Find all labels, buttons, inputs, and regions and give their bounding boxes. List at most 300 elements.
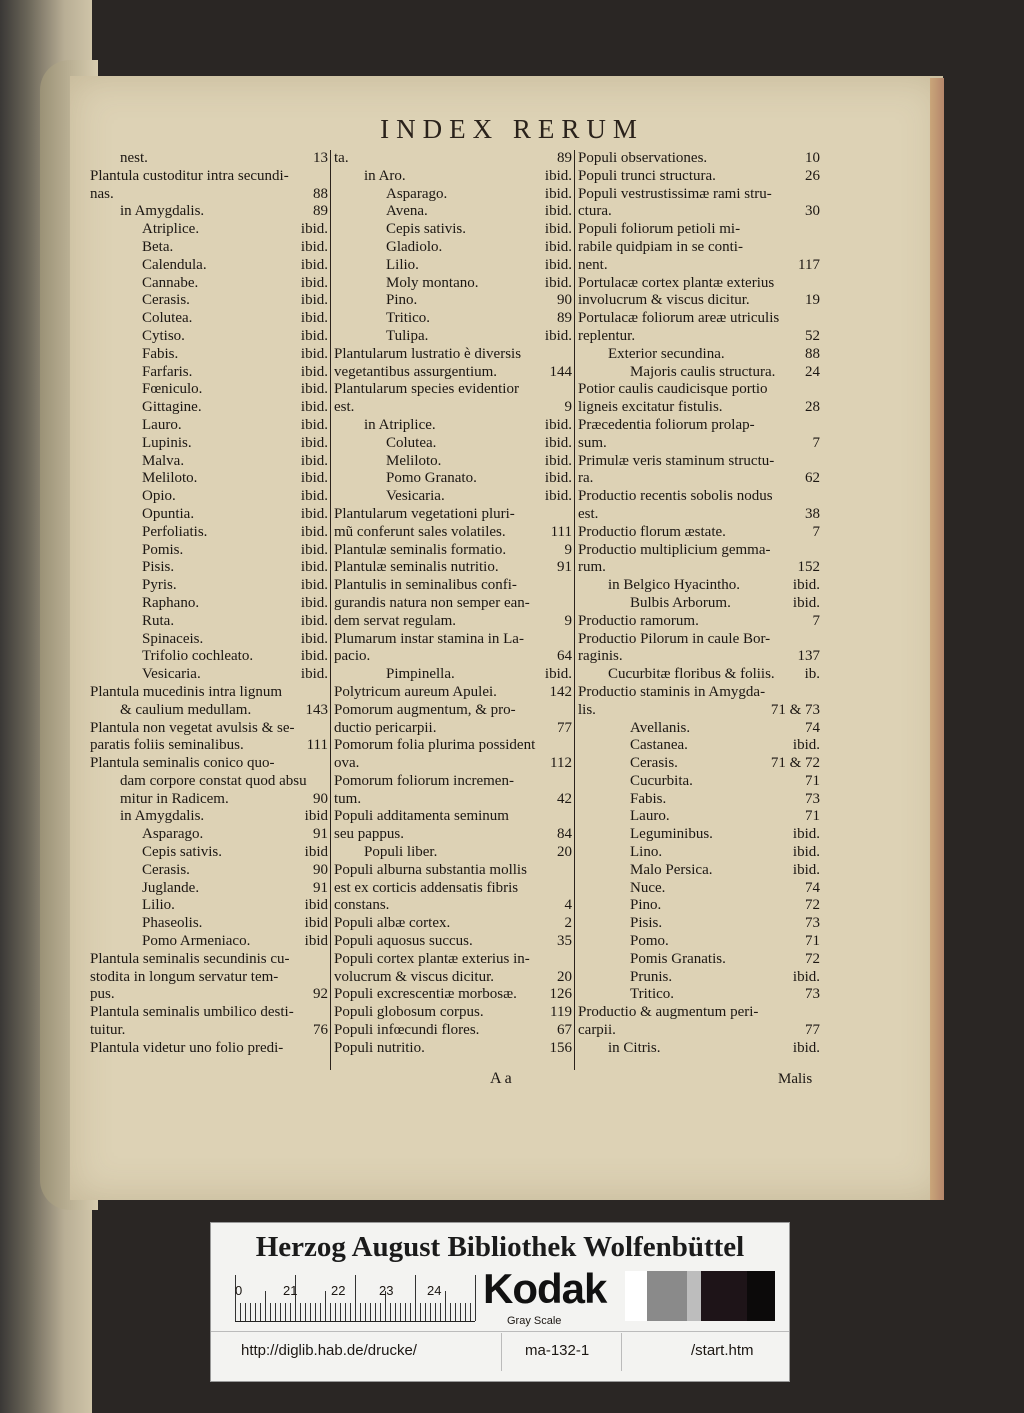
entry-text: Populi alburna substantia mollis [334, 861, 527, 878]
entry-page: ibid. [300, 577, 328, 594]
index-entry [334, 435, 572, 453]
entry-text: Cannabe. [142, 274, 199, 291]
entry-text: Plantularum vegetationi pluri- [334, 505, 515, 522]
index-entry [90, 257, 328, 275]
entry-page: 76 [313, 1022, 328, 1039]
index-entry [334, 808, 572, 826]
entry-text: raginis. [578, 648, 623, 665]
column-rule [574, 150, 575, 1070]
index-entry [334, 755, 572, 773]
ruler-tick [395, 1303, 396, 1321]
ruler-tick [380, 1303, 381, 1321]
entry-text: Productio & augmentum peri- [578, 1004, 759, 1021]
ruler-tick [250, 1303, 251, 1321]
scale-number: 22 [331, 1283, 346, 1298]
ruler-tick [330, 1303, 331, 1321]
entry-text: Meliloto. [142, 470, 198, 487]
entry-page: ibid. [300, 648, 328, 665]
entry-text: Plantula seminalis umbilico desti- [90, 1004, 294, 1021]
entry-text: Tulipa. [386, 327, 429, 344]
entry-page: ibid. [300, 416, 328, 433]
index-column-1 [90, 150, 328, 1058]
entry-text: Lauro. [630, 808, 670, 825]
entry-text: Populi cortex plantæ exterius in- [334, 950, 530, 967]
entry-text: Lilio. [142, 897, 175, 914]
index-entry [90, 364, 328, 382]
entry-page: ibid. [792, 577, 820, 594]
index-entry [334, 239, 572, 257]
catchword: Malis [778, 1071, 813, 1087]
entry-text: ova. [334, 755, 360, 772]
entry-page: 20 [557, 968, 572, 985]
ruler-tick [340, 1303, 341, 1321]
index-entry [334, 880, 572, 898]
index-entry [578, 1022, 820, 1040]
entry-text: Plantula mucedinis intra lignum [90, 683, 283, 700]
index-entry [578, 328, 820, 346]
entry-text: Populi aquosus succus. [334, 933, 473, 950]
entry-text: tum. [334, 790, 362, 807]
entry-text: Nuce. [630, 879, 666, 896]
index-entry [90, 826, 328, 844]
index-entry [334, 844, 572, 862]
index-entry [334, 310, 572, 328]
index-entry [90, 755, 328, 773]
index-entry [578, 168, 820, 186]
index-entry [578, 577, 820, 595]
index-entry [334, 524, 572, 542]
entry-page: 77 [805, 1022, 820, 1039]
entry-page: 119 [550, 1004, 572, 1021]
entry-page: ibid. [792, 826, 820, 843]
entry-page: ibid. [300, 470, 328, 487]
entry-page: 74 [805, 719, 820, 736]
ruler-tick [240, 1303, 241, 1321]
entry-text: Pino. [386, 292, 418, 309]
entry-text: Calendula. [142, 256, 207, 273]
ruler-tick [305, 1303, 306, 1321]
entry-text: Cerasis. [142, 861, 190, 878]
index-entry [578, 275, 820, 293]
ruler-tick [325, 1291, 326, 1321]
entry-page: 38 [805, 505, 820, 522]
entry-text: Ruta. [142, 612, 175, 629]
entry-text: Cerasis. [142, 292, 190, 309]
ruler-tick [435, 1303, 436, 1321]
entry-page: ibid. [544, 203, 572, 220]
index-entry [578, 381, 820, 399]
entry-text: Raphano. [142, 594, 200, 611]
index-entry [578, 595, 820, 613]
index-entry [334, 773, 572, 791]
index-entry [578, 951, 820, 969]
entry-text: Farfaris. [142, 363, 193, 380]
entry-page: 77 [557, 719, 572, 736]
entry-text: Pomo. [630, 933, 669, 950]
entry-text: Colutea. [386, 434, 437, 451]
entry-text: stodita in longum servatur tem- [90, 968, 279, 985]
entry-page: ibid. [792, 968, 820, 985]
entry-text: Populi globosum corpus. [334, 1004, 484, 1021]
index-entry [334, 417, 572, 435]
entry-text: Plantula non vegetat avulsis & se- [90, 719, 295, 736]
entry-text: Plantula seminalis conico quo- [90, 755, 275, 772]
index-entry [578, 292, 820, 310]
entry-text: Gittagine. [142, 399, 202, 416]
entry-text: mũ conferunt sales volatiles. [334, 523, 506, 540]
entry-page: 71 [805, 808, 820, 825]
entry-text: est ex corticis addensatis fibris [334, 879, 519, 896]
entry-text: Prunis. [630, 968, 673, 985]
entry-text: Moly montano. [386, 274, 479, 291]
entry-text: tuitur. [90, 1022, 126, 1039]
entry-text: Populi nutritio. [334, 1039, 425, 1056]
scale-number: 24 [427, 1283, 442, 1298]
ruler-tick [375, 1303, 376, 1321]
entry-text: Tritico. [386, 310, 431, 327]
index-entry [334, 292, 572, 310]
entry-page: 143 [305, 701, 328, 718]
entry-page: 90 [557, 292, 572, 309]
entry-text: Pomis Granatis. [630, 950, 726, 967]
entry-text: Cucurbitæ floribus & foliis. [608, 666, 775, 683]
index-entry [90, 808, 328, 826]
entry-page: 64 [557, 648, 572, 665]
index-entry [578, 897, 820, 915]
index-entry [90, 417, 328, 435]
shelfmark: ma-132-1 [525, 1342, 590, 1359]
ruler-tick [270, 1303, 271, 1321]
entry-text: Pisis. [142, 559, 175, 576]
entry-text: rabile quidpiam in se conti- [578, 238, 743, 255]
entry-text: Meliloto. [386, 452, 442, 469]
entry-page: 9 [564, 399, 572, 416]
index-entry [334, 577, 572, 595]
index-entry [578, 524, 820, 542]
entry-page: ibid. [544, 327, 572, 344]
entry-page: ibid [304, 933, 328, 950]
library-name: Herzog August Bibliothek Wolfenbüttel [255, 1231, 745, 1263]
gray-swatch [625, 1271, 647, 1321]
ruler-tick [310, 1303, 311, 1321]
ruler-tick [265, 1291, 266, 1321]
entry-text: in Aro. [364, 167, 406, 184]
entry-text: paratis foliis seminalibus. [90, 737, 244, 754]
entry-text: Potior caulis caudicisque portio [578, 381, 768, 398]
index-entry [578, 808, 820, 826]
entry-text: & caulium medullam. [120, 701, 252, 718]
ruler-tick [275, 1303, 276, 1321]
index-entry [90, 453, 328, 471]
index-entry [334, 328, 572, 346]
entry-text: Populi trunci structura. [578, 167, 716, 184]
entry-page: ibid. [544, 256, 572, 273]
ruler-tick [300, 1303, 301, 1321]
entry-text: pus. [90, 986, 115, 1003]
entry-page: 42 [557, 790, 572, 807]
index-entry [578, 720, 820, 738]
entry-page: ibid. [300, 238, 328, 255]
index-entry [334, 933, 572, 951]
entry-text: Fabis. [630, 790, 667, 807]
entry-page: 84 [557, 826, 572, 843]
index-entry [334, 559, 572, 577]
entry-page: 88 [805, 345, 820, 362]
index-entry [334, 666, 572, 684]
index-entry [90, 915, 328, 933]
index-entry [578, 791, 820, 809]
entry-page: 26 [805, 167, 820, 184]
entry-text: in Atriplice. [364, 416, 436, 433]
index-entry [90, 666, 328, 684]
index-entry [334, 1022, 572, 1040]
entry-page: ibid. [544, 452, 572, 469]
index-entry [334, 275, 572, 293]
entry-page: ibid [304, 808, 328, 825]
index-entry [578, 239, 820, 257]
index-entry [334, 791, 572, 809]
index-entry [578, 631, 820, 649]
entry-text: Plantulæ seminalis nutritio. [334, 559, 499, 576]
entry-page: ibid. [544, 167, 572, 184]
entry-page: 20 [557, 844, 572, 861]
index-entry [90, 791, 328, 809]
entry-text: nest. [120, 150, 148, 166]
entry-page: 28 [805, 399, 820, 416]
index-entry [578, 346, 820, 364]
index-entry [334, 542, 572, 560]
index-entry [90, 559, 328, 577]
index-entry [334, 221, 572, 239]
entry-text: Productio staminis in Amygda- [578, 683, 766, 700]
index-entry [578, 755, 820, 773]
entry-page: ibid. [300, 434, 328, 451]
entry-page: 92 [313, 986, 328, 1003]
entry-page: ibid. [792, 737, 820, 754]
gray-swatch [701, 1271, 747, 1321]
index-entry [90, 470, 328, 488]
entry-text: Polytricum aureum Apulei. [334, 683, 497, 700]
entry-page: ibid. [544, 488, 572, 505]
entry-text: Asparago. [386, 185, 448, 202]
scale-number: 0 [235, 1283, 243, 1298]
index-entry [578, 310, 820, 328]
index-entry [90, 880, 328, 898]
entry-page: 35 [557, 933, 572, 950]
entry-page: ibid. [792, 594, 820, 611]
index-entry [578, 737, 820, 755]
index-entry [578, 488, 820, 506]
index-entry [90, 488, 328, 506]
index-entry [90, 933, 328, 951]
entry-text: Pyris. [142, 577, 177, 594]
index-entry [90, 684, 328, 702]
gray-swatch [647, 1271, 687, 1321]
index-entry [90, 381, 328, 399]
entry-page: 73 [805, 790, 820, 807]
index-entry [578, 666, 820, 684]
entry-page: 71 & 73 [770, 701, 820, 718]
ruler-tick [290, 1303, 291, 1321]
index-entry [90, 862, 328, 880]
entry-text: Pomorum folia plurima possident [334, 737, 536, 754]
entry-page: ibid. [544, 416, 572, 433]
entry-text: Populi albæ cortex. [334, 915, 451, 932]
entry-text: dam corpore constat quod absu [120, 772, 307, 789]
entry-page: 111 [550, 523, 572, 540]
index-entry [334, 595, 572, 613]
entry-text: Avena. [386, 203, 428, 220]
entry-text: Productio multiplicium gemma- [578, 541, 771, 558]
entry-page: 72 [805, 897, 820, 914]
ruler-tick [345, 1303, 346, 1321]
index-entry [578, 150, 820, 168]
entry-page: ibid. [300, 310, 328, 327]
entry-page: 91 [313, 826, 328, 843]
entry-text: ligneis excitatur fistulis. [578, 399, 723, 416]
index-entry [334, 1004, 572, 1022]
index-entry [90, 328, 328, 346]
entry-text: Pino. [630, 897, 662, 914]
index-entry [334, 951, 572, 969]
entry-text: vegetantibus assurgentium. [334, 363, 498, 380]
entry-page: ibid. [300, 327, 328, 344]
entry-page: 71 & 72 [770, 755, 820, 772]
index-entry [578, 933, 820, 951]
index-entry [578, 1040, 820, 1058]
entry-text: Populi observationes. [578, 150, 708, 166]
index-entry [90, 737, 328, 755]
entry-text: Cepis sativis. [142, 844, 223, 861]
entry-page: 73 [805, 915, 820, 932]
index-entry [90, 435, 328, 453]
ruler-tick [415, 1275, 416, 1321]
index-entry [90, 969, 328, 987]
entry-page: 117 [798, 256, 820, 273]
entry-text: seu pappus. [334, 826, 404, 843]
entry-text: Populi excrescentiæ morbosæ. [334, 986, 517, 1003]
entry-page: 7 [812, 523, 820, 540]
entry-text: Pomis. [142, 541, 184, 558]
entry-page: 9 [564, 541, 572, 558]
entry-page: 137 [797, 648, 820, 665]
ruler-tick [335, 1303, 336, 1321]
entry-text: rum. [578, 559, 606, 576]
entry-text: Lupinis. [142, 434, 192, 451]
ruler-tick [460, 1303, 461, 1321]
entry-text: Præcedentia foliorum prolap- [578, 416, 755, 433]
ruler-tick [365, 1303, 366, 1321]
ruler-tick [470, 1303, 471, 1321]
entry-text: Pomo Granato. [386, 470, 477, 487]
entry-text: Cytiso. [142, 327, 185, 344]
index-entry [578, 969, 820, 987]
entry-text: Plumarum instar stamina in La- [334, 630, 524, 647]
entry-text: Plantula custoditur intra secundi- [90, 167, 289, 184]
entry-text: Cucurbita. [630, 772, 693, 789]
entry-page: 88 [313, 185, 328, 202]
index-entry [334, 720, 572, 738]
index-entry [90, 346, 328, 364]
ruler-tick [255, 1303, 256, 1321]
index-entry [578, 613, 820, 631]
entry-text: ductio pericarpii. [334, 719, 437, 736]
entry-page: ibid. [300, 630, 328, 647]
index-entry [334, 168, 572, 186]
entry-page: ib. [804, 666, 820, 683]
entry-text: est. [334, 399, 355, 416]
entry-page: ibid. [300, 274, 328, 291]
entry-page: 89 [557, 150, 572, 166]
index-entry [578, 417, 820, 435]
index-entry [334, 257, 572, 275]
ruler-tick [430, 1303, 431, 1321]
entry-page: ibid. [300, 452, 328, 469]
entry-text: Populi infœcundi flores. [334, 1022, 480, 1039]
entry-text: gurandis natura non semper ean- [334, 594, 530, 611]
index-entry [578, 221, 820, 239]
entry-text: nent. [578, 256, 608, 273]
entry-page: 24 [805, 363, 820, 380]
page-edge [930, 78, 944, 1200]
index-entry [90, 773, 328, 791]
entry-text: Primulæ veris staminum structu- [578, 452, 775, 469]
entry-page: 126 [549, 986, 572, 1003]
index-entry [90, 844, 328, 862]
entry-text: Pimpinella. [386, 666, 455, 683]
entry-text: Gladiolo. [386, 238, 443, 255]
index-entry [90, 951, 328, 969]
entry-page: 52 [805, 327, 820, 344]
entry-page: 73 [805, 986, 820, 1003]
entry-text: Pomorum augmentum, & pro- [334, 701, 516, 718]
entry-page: ibid. [300, 381, 328, 398]
entry-page: ibid. [544, 238, 572, 255]
entry-page: 111 [306, 737, 328, 754]
entry-page: ibid. [300, 541, 328, 558]
index-entry [90, 239, 328, 257]
entry-text: Plantularum lustratio è diversis [334, 345, 522, 362]
entry-page: 72 [805, 950, 820, 967]
index-entry [334, 613, 572, 631]
entry-text: Malva. [142, 452, 185, 469]
entry-page: 19 [805, 292, 820, 309]
index-entry [90, 186, 328, 204]
entry-page: ibid. [544, 434, 572, 451]
index-entry [578, 506, 820, 524]
ruler-tick [445, 1291, 446, 1321]
entry-text: Pisis. [630, 915, 663, 932]
index-column-3 [578, 150, 820, 1058]
entry-text: Opio. [142, 488, 176, 505]
entry-page: ibid. [544, 221, 572, 238]
digital-library-url: http://diglib.hab.de/drucke/ [241, 1342, 417, 1359]
start-page: /start.htm [691, 1342, 754, 1359]
entry-text: Plantulis in seminalibus confi- [334, 577, 517, 594]
ruler-tick [320, 1303, 321, 1321]
entry-page: ibid. [300, 594, 328, 611]
entry-page: ibid. [300, 612, 328, 629]
entry-text: Malo Persica. [630, 861, 713, 878]
index-entry [578, 880, 820, 898]
index-entry [578, 773, 820, 791]
ruler-tick [410, 1303, 411, 1321]
entry-text: in Citris. [608, 1039, 661, 1056]
ruler-tick [360, 1303, 361, 1321]
index-entry [578, 684, 820, 702]
index-entry [90, 720, 328, 738]
entry-page: ibid. [300, 256, 328, 273]
